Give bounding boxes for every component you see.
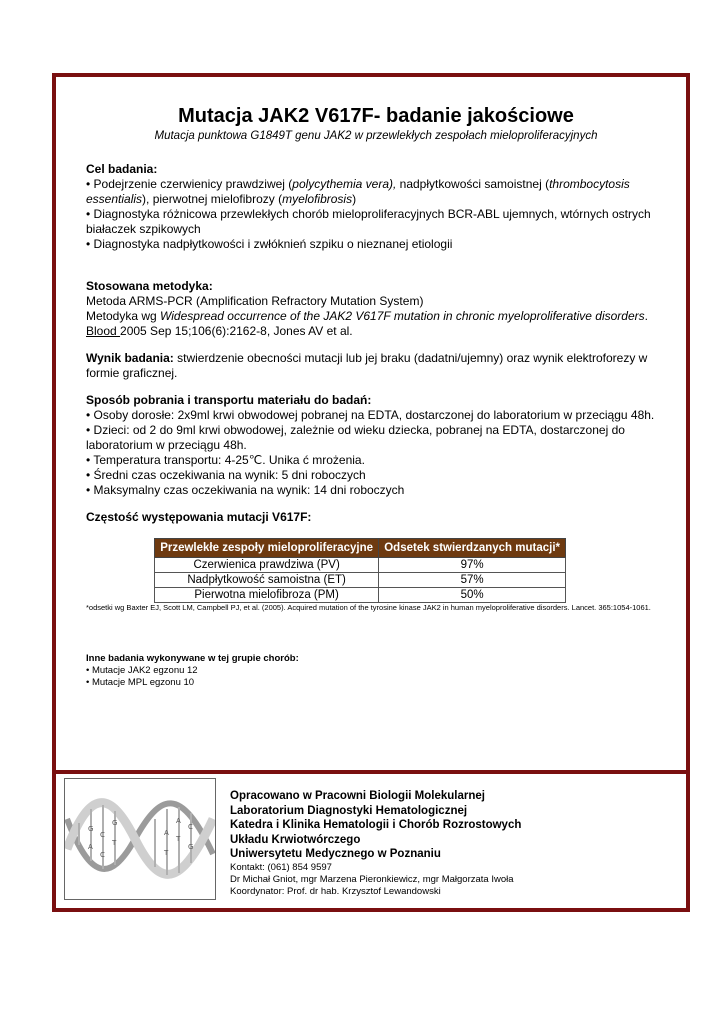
svg-text:T: T xyxy=(176,835,181,843)
cel-section xyxy=(86,162,666,252)
inne-section xyxy=(86,653,666,689)
footer-contact: Kontakt: (061) 854 9597 xyxy=(230,861,332,873)
table-row: Nadpłytkowość samoistna (ET) 57% xyxy=(155,573,566,588)
svg-text:A: A xyxy=(88,843,93,851)
footer-coordinator: Koordynator: Prof. dr hab. Krzysztof Lewandowski xyxy=(230,885,441,897)
footer-line: Opracowano w Pracowni Biologii Molekularnej xyxy=(230,790,485,802)
cel-item: • Diagnostyka nadpłytkowości i zwłóknień szpiku o nieznanej etiologii xyxy=(86,237,453,251)
czestosc-section xyxy=(86,510,666,613)
svg-text:G: G xyxy=(112,819,118,827)
table-header: Odsetek stwierdzanych mutacji* xyxy=(379,539,566,558)
metodyka-line: Metoda ARMS-PCR (Amplification Refractory Mutation System) xyxy=(86,294,424,308)
blood-journal-link[interactable]: Blood xyxy=(86,324,121,338)
footer-line: Laboratorium Diagnostyki Hematologicznej xyxy=(230,804,468,817)
dna-helix-icon xyxy=(65,779,215,899)
svg-text:C: C xyxy=(100,851,105,859)
inne-item: • Mutacje MPL egzonu 10 xyxy=(86,677,195,688)
metodyka-section xyxy=(86,279,666,339)
svg-text:T: T xyxy=(164,849,169,857)
sposob-item: • Średni czas oczekiwania na wynik: 5 dni roboczych xyxy=(86,468,366,482)
sposob-section xyxy=(86,393,666,498)
footer-line: Układu Krwiotwórczego xyxy=(230,833,361,846)
wynik-section xyxy=(86,351,666,381)
cel-item: • Diagnostyka różnicowa przewlekłych chorób mieloproliferacyjnych BCR-ABL ujemnych, wtórnych ostrych białaczek szpikowych xyxy=(86,207,651,236)
dna-logo xyxy=(64,778,216,900)
svg-text:A: A xyxy=(164,829,169,837)
table-header: Przewlekłe zespoły mieloproliferacyjne xyxy=(155,539,379,558)
sposob-heading: Sposób pobrania i transportu materiału do badań: xyxy=(86,393,372,407)
svg-text:A: A xyxy=(176,817,181,825)
metodyka-reference: Metodyka wg Widespread occurrence of the JAK2 V617F mutation in chronic myeloproliferative disorders. Blood 2005 Sep 15;106(6):2162-8, Jones AV et al. xyxy=(86,309,648,338)
svg-text:T: T xyxy=(112,839,117,847)
metodyka-heading: Stosowana metodyka: xyxy=(86,279,213,293)
cel-heading: Cel badania: xyxy=(86,162,158,176)
sposob-item: • Maksymalny czas oczekiwania na wynik: 14 dni roboczych xyxy=(86,483,405,497)
cel-item: • Podejrzenie czerwienicy prawdziwej (polycythemia vera), nadpłytkowości samoistnej (thrombocytosis essentialis), pierwotnej mielofibrozy (myelofibrosis) xyxy=(86,177,630,206)
svg-text:C: C xyxy=(188,823,193,831)
footer-authors: Dr Michał Gniot, mgr Marzena Pieronkiewicz, mgr Małgorzata Iwoła xyxy=(230,873,514,885)
main-content xyxy=(86,103,666,689)
table-footnote: *odsetki wg Baxter EJ, Scott LM, Campbell PJ, et al. (2005). Acquired mutation of the tyrosine kinase JAK2 in human myeloproliferative disorders. Lancet. 365:1054-1061. xyxy=(86,603,651,612)
svg-text:G: G xyxy=(88,825,94,833)
svg-text:C: C xyxy=(100,831,105,839)
table-row: Czerwienica prawdziwa (PV) 97% xyxy=(155,558,566,573)
footer-line: Uniwersytetu Medycznego w Poznaniu xyxy=(230,848,441,860)
frequency-table xyxy=(154,538,566,603)
page-subtitle: Mutacja punktowa G1849T genu JAK2 w przewlekłych zespołach mieloproliferacyjnych xyxy=(154,130,598,142)
sposob-item: • Temperatura transportu: 4-25℃. Unika ć mrożenia. xyxy=(86,453,365,467)
footer-divider xyxy=(52,770,690,774)
footer-line: Katedra i Klinika Hematologii i Chorób Rozrostowych xyxy=(230,819,522,831)
footer-info xyxy=(230,789,670,898)
sposob-item: • Dzieci: od 2 do 9ml krwi obwodowej, zależnie od wieku dziecka, pobranej na EDTA, dostarczonej do laboratorium w przeciągu 48h. xyxy=(86,423,625,452)
inne-item: • Mutacje JAK2 egzonu 12 xyxy=(86,665,198,676)
page-title: Mutacja JAK2 V617F- badanie jakościowe xyxy=(178,105,574,127)
wynik-text: Wynik badania: stwierdzenie obecności mutacji lub jej braku (dadatni/ujemny) oraz wynik elektroforezy w formie graficznej. xyxy=(86,351,648,380)
svg-text:G: G xyxy=(188,843,194,851)
sposob-item: • Osoby dorosłe: 2x9ml krwi obwodowej pobranej na EDTA, dostarczonej do laboratorium w przeciągu 48h. xyxy=(86,408,655,422)
table-row: Pierwotna mielofibroza (PM) 50% xyxy=(155,588,566,603)
inne-heading: Inne badania wykonywane w tej grupie chorób: xyxy=(86,653,299,664)
czestosc-heading: Częstość występowania mutacji V617F: xyxy=(86,510,312,524)
